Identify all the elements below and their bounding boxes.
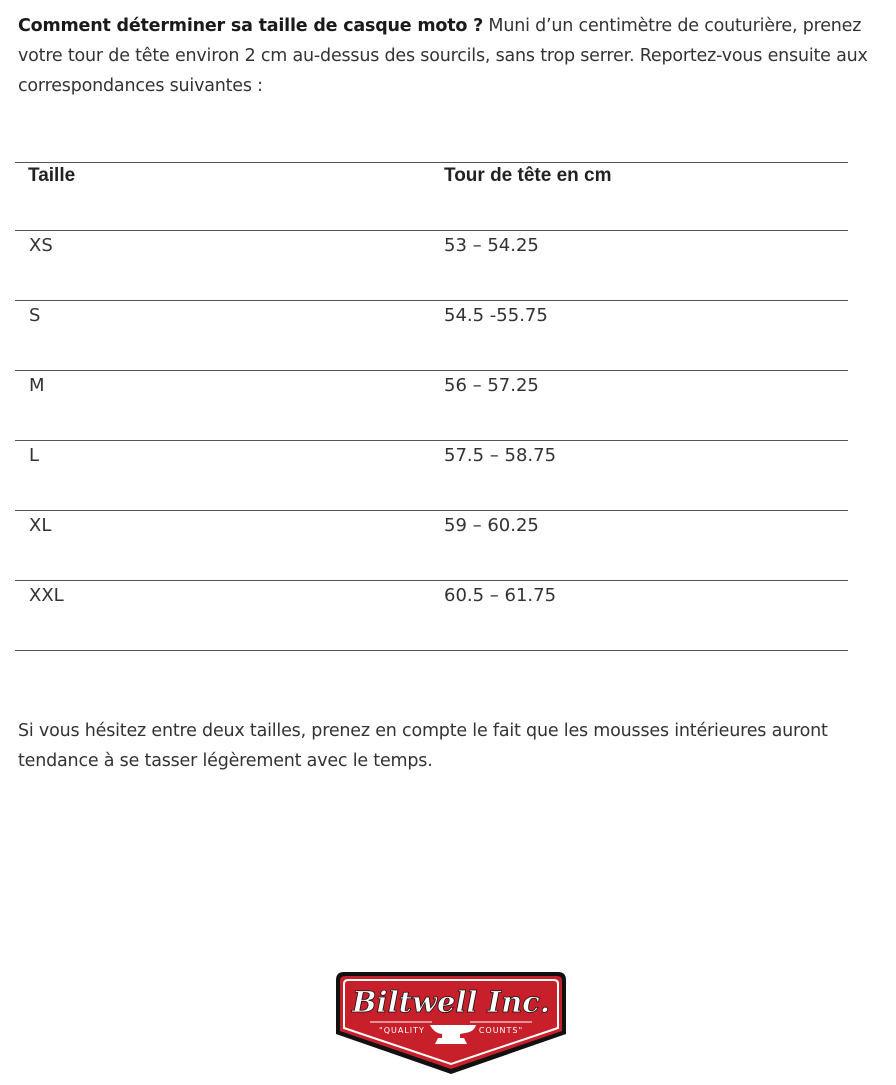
circumference-cell: 54.5 -55.75	[431, 301, 848, 371]
table-row	[15, 581, 848, 651]
helmet-size-table	[15, 162, 848, 651]
table-row	[15, 371, 848, 441]
table-row	[15, 301, 848, 371]
size-cell: XL	[15, 511, 431, 581]
size-cell: S	[15, 301, 431, 371]
intro-heading: Comment déterminer sa taille de casque moto ?	[18, 16, 484, 36]
circumference-cell: 56 – 57.25	[431, 371, 848, 441]
circumference-cell: 53 – 54.25	[431, 231, 848, 301]
table-row	[15, 231, 848, 301]
logo-tag-left: "QUALITY	[379, 1026, 425, 1035]
size-cell: M	[15, 371, 431, 441]
header-head-circumference: Tour de tête en cm	[431, 163, 848, 231]
outro-paragraph: Si vous hésitez entre deux tailles, prenez en compte le fait que les mousses intérieures auront tendance à se tasser légèrement avec le temps.	[18, 721, 828, 771]
circumference-cell: 60.5 – 61.75	[431, 581, 848, 651]
biltwell-badge-icon	[334, 970, 568, 1076]
intro-paragraph	[18, 11, 878, 101]
size-cell: L	[15, 441, 431, 511]
intro-text: Muni d’un centimètre de couturière, prenez votre tour de tête environ 2 cm au-dessus des sourcils, sans trop serrer. Reportez-vous ensuite aux correspondances suivantes :	[18, 16, 868, 96]
logo-tag-right: COUNTS"	[478, 1026, 524, 1035]
table-row	[15, 441, 848, 511]
table-header-row	[15, 163, 848, 231]
table-row	[15, 511, 848, 581]
header-size: Taille	[15, 163, 431, 231]
biltwell-logo	[334, 970, 568, 1076]
circumference-cell: 59 – 60.25	[431, 511, 848, 581]
circumference-cell: 57.5 – 58.75	[431, 441, 848, 511]
logo-wordmark: Biltwell Inc.	[352, 985, 550, 1019]
size-cell: XS	[15, 231, 431, 301]
size-cell: XXL	[15, 581, 431, 651]
